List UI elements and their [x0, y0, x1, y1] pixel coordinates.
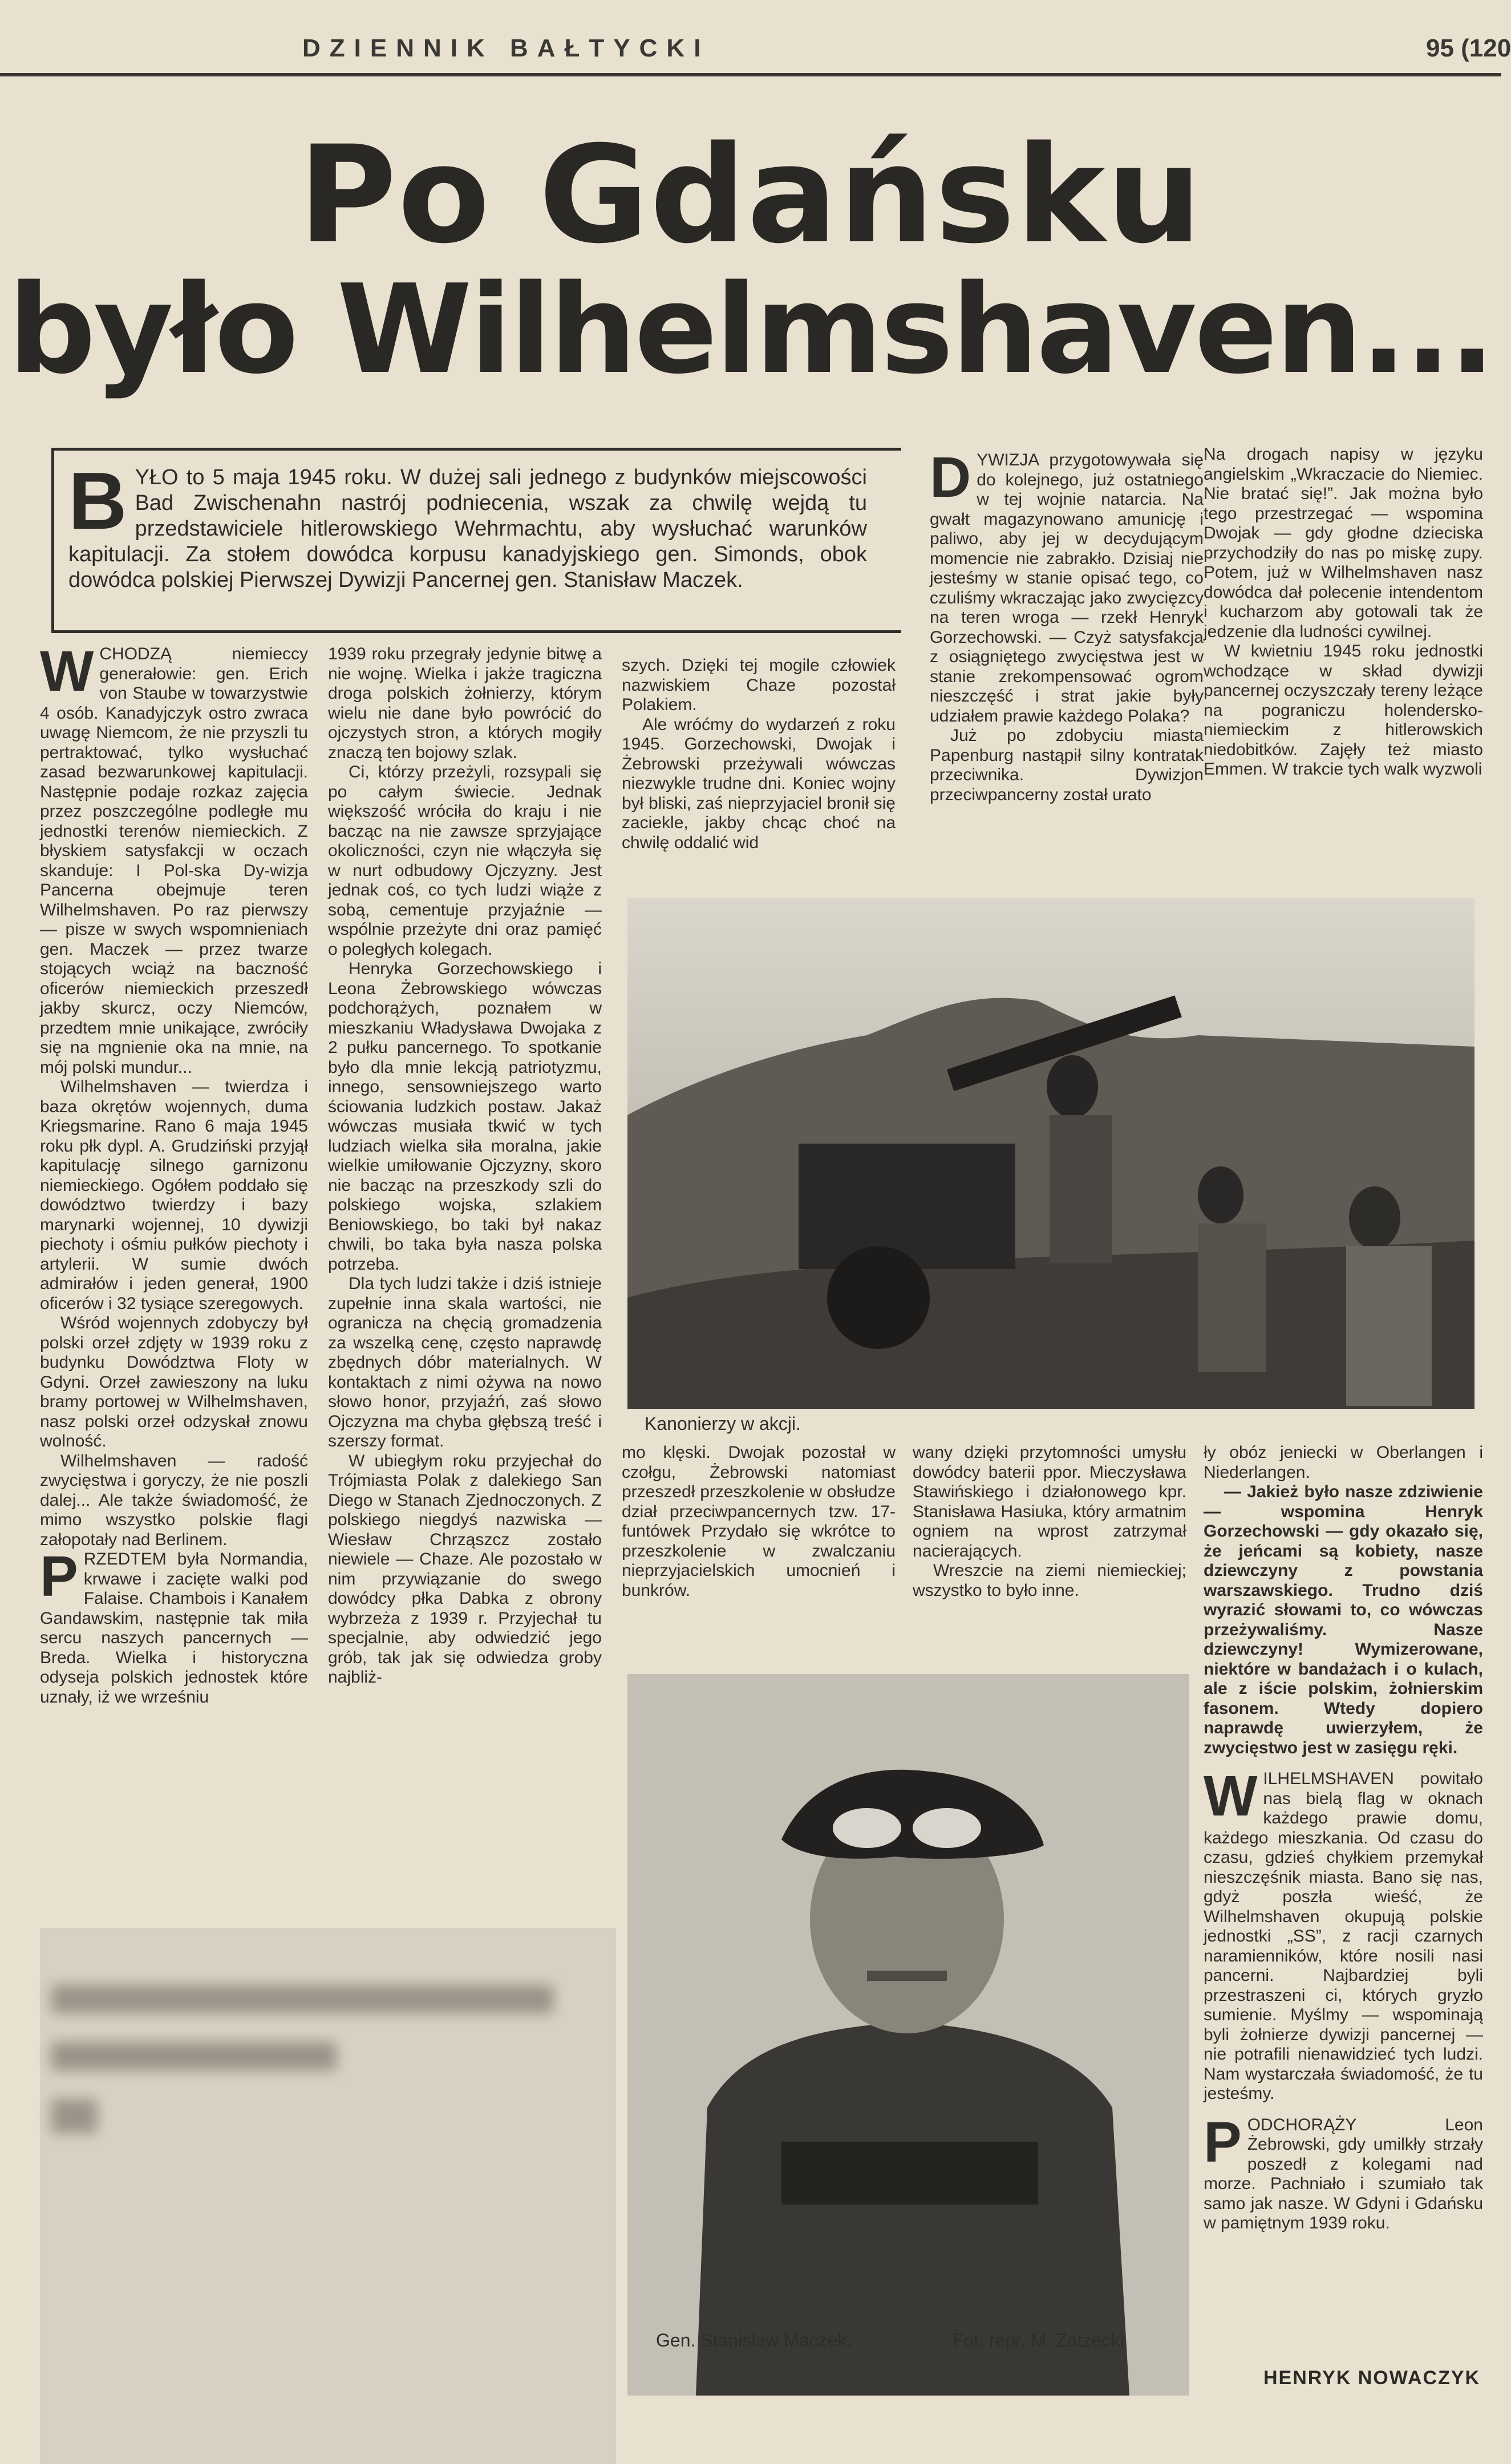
column-4-top — [930, 445, 1204, 805]
col5-para: Na drogach napisy w języku angielskim „Wkraczacie do Niemiec. Nie bratać się!”. Jak można było tego przestrzegać — wspomina Dwojak — gdy głodne dzieciska przychodziły do nas po miskę zupy. Potem, już w Wilhelmshaven nasz dowódca dał polecenie intendentom i kucharzom aby gotowali tak że jedzenie dla ludności cywilnej. — [1204, 445, 1483, 641]
col5b-drop-cap-2: P — [1204, 2110, 1242, 2174]
col1-drop-cap: W — [40, 639, 94, 703]
column-5-top — [1204, 445, 1483, 780]
col3b-para: mo klęski. Dwojak pozostał w czołgu, Żebrowski natomiast przeszedł przeszkolenie w obsłudze dział przeciwpancernych tzw. 17-funtówek Przydało się wkrótce to przeszkolenie w zwalczaniu nieprzyjacielskich umocnień i bunkrów. — [622, 1443, 896, 1600]
col2-para: Henryka Gorzechowskiego i Leona Żebrowskiego wówczas podchorążych, poznałem w mieszkaniu Władysława Dwojaka z 2 pułku pancernego. To spotkanie było dla mnie lekcją patriotyzmu, innego, sensowniejszego warto ściowania ludzkich postaw. Jakaż wówczas musiała tkwić w tych ludziach wielka siła moralna, jakie wielkie umiłowanie Ojczyzny, skoro nie bacząc na przeszkody szli do polskiego wojska, szlakiem Beniowskiego, bo taki był nakaz chwili, bo taka była nasza polska potrzeba. — [328, 959, 602, 1274]
lead-paragraph — [68, 456, 867, 593]
col4-para: Już po zdobyciu miasta Papenburg nastąpił silny kontratak przeciwnika. Dywizjon przeciwpancerny został urato — [930, 726, 1204, 804]
col4-para: YWIZJA przygotowywała się do kolejnego, już ostatniego w tej wojnie natarcia. Na gwałt magazynowano amunicję i paliwo, aby jej w decydującym momencie nie zabrakło. Dzisiaj nie jesteśmy w stanie opisać tego, co czuliśmy wkraczając jako zwycięzcy na teren wroga — rzekł Henryk Gorzechowski. — Czyż satysfakcja z osiągniętego zwycięstwa jest w stanie zrekompensować ogrom nieszczęść i strat jakie były udziałem prawie każdego Polaka? — [930, 451, 1204, 726]
headline-line-2: było Wilhelmshaven... — [8, 258, 1493, 401]
col2-para: Dla tych ludzi także i dziś istnieje zupełnie inna skala wartości, nie ogranicza na chęcią gromadzenia za wszelką cenę, często naprawdę zbędnych dóbr materialnych. W kontaktach z nimi ożywa na nowo słowo honor, przyjaźń, zaś słowo Ojczyzna ma chyba głębszą treść i szerszy format. — [328, 1274, 602, 1450]
col5b-para: ILHELMSHAVEN powitało nas bielą flag w oknach każdego prawie domu, każdego mieszkania. Od czasu do czasu, gdzieś chyłkiem przemykał nieszczęśnik miasta. Bano się nas, gdyż poszła wieść, że Wilhelmshaven okupują polskie jednostki „SS”, z racji czarnych naramienników, które nosili nasi pancerni. Najbardziej byli przestraszeni ci, których gryzło sumienie. Myślmy — wspominają byli żołnierze dywizji pancernej — nie potrafili nienawidzieć tych ludzi. Nam wystarczała świadomość, że tu jesteśmy. — [1204, 1769, 1483, 2103]
artillery-photo — [627, 898, 1474, 1409]
column-4-bottom — [913, 1443, 1186, 1600]
column-1 — [40, 639, 308, 1707]
col5b-drop-cap: W — [1204, 1764, 1258, 1828]
running-head: DZIENNIK BAŁTYCKI — [302, 34, 710, 62]
column-2 — [328, 645, 602, 1688]
maczek-portrait-photo — [627, 1674, 1189, 2396]
col1-para: Wśród wojennych zdobyczy był polski orzeł zdjęty w 1939 roku z budynku Dowództwa Floty w Gdyni. Orzeł zawieszony na luku bramy portowej w Wilhelmshaven, nasz polski orzeł odzyskał znowu wolność. — [40, 1314, 308, 1450]
col2-para: 1939 roku przegrały jedynie bitwę a nie wojnę. Wielka i jakże tragiczna droga polskich żołnierzy, którym wielu nie dane było powrócić do ojczystych stron, a których mogiły znaczą ten bojowy szlak. — [328, 645, 602, 762]
author-byline: HENRYK NOWACZYK — [1263, 2367, 1481, 2389]
col4b-para: Wreszcie na ziemi niemieckiej; wszystko to było inne. — [913, 1561, 1186, 1600]
col1-para: Wilhelmshaven — radość zwycięstwa i goryczy, że nie poszli dalej... Ale także świadomość, że mimo wszystko polskie flagi załopotały nad Berlinem. — [40, 1451, 308, 1549]
col1-para: Wilhelmshaven — twierdza i baza okrętów wojennych, duma Kriegsmarine. Rano 6 maja 1945 roku płk dypl. A. Grudziński przyjął kapitulację silnego garnizonu niemieckiego. Ogółem poddało się dowództwo twierdzy i bazy marynarki wojennej, 10 dywizji piechoty i ośmiu pułków piechoty i artylerii. W sumie dwóch admirałów i jeden generał, 1900 oficerów i 32 tysiące szeregowych. — [40, 1077, 308, 1313]
headline-line-1: Po Gdańsku — [298, 117, 1203, 273]
col5b-para: ODCHORĄŻY Leon Żebrowski, gdy umilkły strzały poszedł z kolegami nad morze. Pachniało i szumiało tak samo jak nasze. W Gdyni i Gdańsku w pamiętnym 1939 roku. — [1204, 2115, 1483, 2232]
page-number: 95 (120 — [1426, 34, 1511, 62]
col5b-para: ły obóz jeniecki w Oberlangen i Niederlangen. — [1204, 1443, 1483, 1482]
obscured-region — [40, 1928, 616, 2464]
col1-para: RZEDTEM była Normandia, krwawe i zacięte walki pod Falaise. Chambois i Kanałem Gandawskim, następnie tak miła sercu naszych pancernych — Breda. Wielka i historyczna odyseja polskich jednostek które uznały, iż we wrześniu — [40, 1550, 308, 1707]
column-3-top — [622, 656, 896, 853]
artillery-photo-caption: Kanonierzy w akcji. — [645, 1413, 801, 1434]
portrait-caption: Gen. Stanisław Maczek. — [656, 2330, 852, 2350]
top-rule — [0, 73, 1501, 76]
col4b-para: wany dzięki przytomności umysłu dowódcy baterii ppor. Mieczysława Stawińskiego i działonowego kpr. Stanisława Hasiuka, który armatnim ogniem na wprost zatrzymał nacierających. — [913, 1443, 1186, 1561]
col4-drop-cap: D — [930, 445, 971, 509]
col2-para: W ubiegłym roku przyjechał do Trójmiasta Polak z dalekiego San Diego w Stanach Zjednoczonych. Z polskiego niegdyś nazwiska — Wiesław Chrząszcz zostało niewiele — Chaze. Ale pozostało w nim przywiązanie do swego dowódcy płka Dabka z obrony wybrzeża z 1939 r. Przyjechał tu specjalnie, aby odwiedzić jego grób, tak jak się odwiedza groby najbliż- — [328, 1451, 602, 1687]
col1-para: CHODZĄ niemieccy generałowie: gen. Erich von Staube w towarzystwie 4 osób. Kanadyjczyk ostro zwraca uwagę Niemcom, że nie przyszli tu pertraktować, tylko wysłuchać zasad bezwarunkowej kapitulacji. Następnie podaje rozkaz zajęcia przez poszczególne podległe mu jednostki terenów niemieckich. Z błyskiem satysfakcji w oczach skanduje: I Pol-ska Dy-wizja Pancerna obejmuje teren Wilhelmshaven. Po raz pierwszy — pisze w swych wspomnieniach gen. Maczek — przez twarze stojących wciąż na baczność oficerów niemieckich przeszedł jakby skurcz, oczy Niemców, przedtem mnie unikające, zwróciły się na mgnienie oka na mnie, na mój polski mundur... — [40, 645, 308, 1077]
col3-para: szych. Dzięki tej mogile człowiek nazwiskiem Chaze pozostał Polakiem. — [622, 656, 896, 714]
col5-para: W kwietniu 1945 roku jednostki wchodzące w skład dywizji pancernej oczyszczały tereny leżące na pograniczu holendersko-niemieckim z hitlerowskich niedobitków. Zajęły też miasto Emmen. W trakcie tych walk wyzwoli — [1204, 642, 1483, 779]
col5b-bold-para: — Jakież było nasze zdziwienie — wspomina Henryk Gorzechowski — gdy okazało się, że jeńcami są kobiety, nasze dziewczyny z powstania warszawskiego. Trudno dziś wyrazić słowami to, co wówczas przeżywaliśmy. Nasze dziewczyny! Wymizerowane, niektóre w bandażach i o kulach, ale z iście polskim, żołnierskim fasonem. Wtedy dopiero naprawdę uwierzyłem, że zwycięstwo jest w zasięgu ręki. — [1204, 1482, 1483, 1757]
column-3-bottom — [622, 1443, 896, 1600]
column-5-bottom — [1204, 1443, 1483, 2234]
col3-para: Ale wróćmy do wydarzeń z roku 1945. Gorzechowski, Dwojak i Żebrowski przeżywali wówczas niezwykle trudne dni. Koniec wojny był bliski, zaś nieprzyjaciel bronił się zaciekle, jakby chcąc choć na chwilę oddalić wid — [622, 715, 896, 852]
lead-text: YŁO to 5 maja 1945 roku. W dużej sali jednego z budynków miejscowości Bad Zwischenahn nastrój podniecenia, wszak za chwilę wejdą tu przedstawiciele hitlerowskiego Wehrmachtu, aby wysłuchać warunków kapitulacji. Za stołem dowódca korpusu kanadyjskiego gen. Simonds, obok dowódca polskiej Pierwszej Dywizji Pancernej gen. Stanisław Maczek. — [68, 465, 867, 592]
lead-drop-cap: B — [68, 456, 127, 546]
col2-para: Ci, którzy przeżyli, rozsypali się po całym świecie. Jednak większość wróciła do kraju i nie bacząc na nie zawsze sprzyjające okoliczności, czyn nie włączyła się w nurt odbudowy Ojczyzny. Jest jednak coś, co tych ludzi wiąże z sobą, cementuje przyjaźnie — wspólnie przeżyte dni oraz pamięć o poległych kolegach. — [328, 763, 602, 959]
photo-credit: Fot. repr. M. Zatzecki — [953, 2330, 1124, 2350]
col1-drop-cap-2: P — [40, 1545, 78, 1608]
